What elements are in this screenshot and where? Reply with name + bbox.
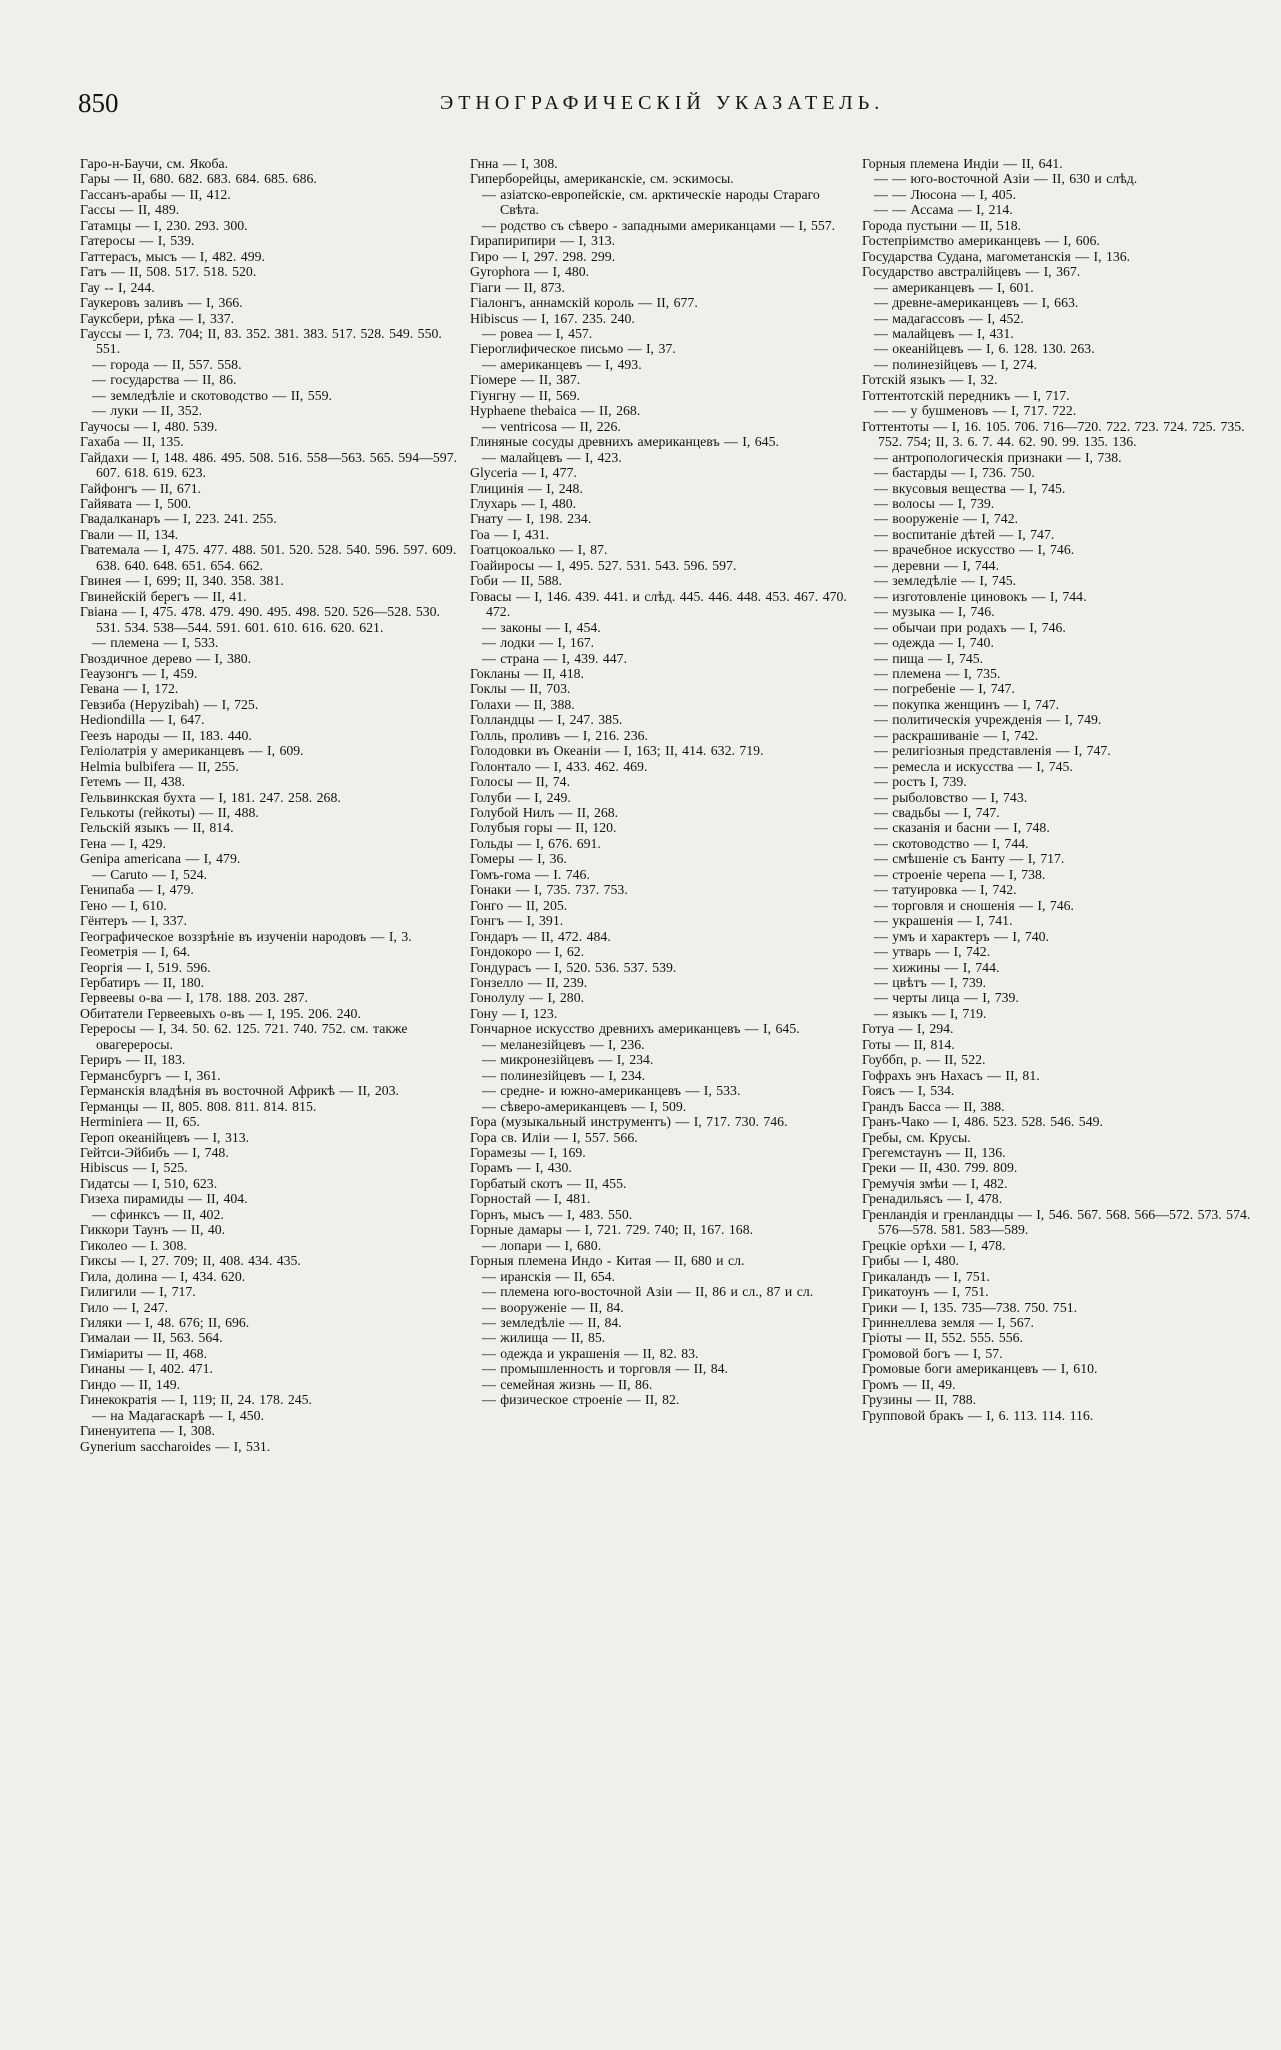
index-entry: Гена — I, 429.	[80, 835, 166, 851]
index-entry: Гелькоты (гейкоты) — II, 488.	[80, 805, 259, 821]
index-entry: Гонгъ — I, 391.	[470, 913, 564, 929]
index-entry: Гонзелло — II, 239.	[470, 975, 588, 991]
index-entry: Голландцы — I, 247. 385.	[470, 712, 623, 728]
index-entry: Гвадалканаръ — I, 223. 241. 255.	[80, 511, 277, 527]
index-entry: — жилища — II, 85.	[482, 1330, 606, 1346]
index-entry: Гиміариты — II, 468.	[80, 1345, 208, 1361]
index-entry: Гондурасъ — I, 520. 536. 537. 539.	[470, 959, 677, 975]
index-entry: — сказанія и басни — I, 748.	[874, 820, 1050, 836]
index-entry: Грегемстаунъ — II, 136.	[862, 1145, 1006, 1160]
index-entry: Гайфонгъ — II, 671.	[80, 480, 202, 496]
index-entry: — — юго-восточной Азіи — II, 630 и слѣд.	[874, 171, 1138, 187]
index-entry: — Caruto — I, 524.	[92, 866, 208, 882]
index-entry: Громовой богъ — I, 57.	[862, 1345, 1003, 1361]
index-entry: — вооруженіе — I, 742.	[874, 511, 1019, 527]
index-entry: Hyphaene thebaica — II, 268.	[470, 403, 641, 419]
index-entry: Грикатоунъ — I, 751.	[862, 1284, 989, 1300]
index-entry: Готуа — I, 294.	[862, 1021, 954, 1037]
index-entry: — племена юго-восточной Азіи — II, 86 и сл., 87 и сл.	[482, 1284, 814, 1300]
index-entry: — сѣверо-американцевъ — I, 509.	[482, 1098, 687, 1114]
index-entry: — ростъ I, 739.	[874, 774, 967, 790]
index-entry: Гары — II, 680. 682. 683. 684. 685. 686.	[80, 171, 317, 187]
index-entry: — полинезійцевъ — I, 274.	[874, 356, 1038, 372]
index-entry: — мадагассовъ — I, 452.	[874, 310, 1024, 326]
index-entry: Гило — I, 247.	[80, 1299, 168, 1315]
index-entry: Гельскій языкъ — II, 814.	[80, 820, 234, 836]
index-entry: Готтентотскій передникъ — I, 717.	[862, 387, 1070, 403]
index-entry: — — Люсона — I, 405.	[874, 186, 1017, 202]
index-entry: Гиро — I, 297. 298. 299.	[470, 248, 616, 264]
index-entry: — покупка женщинъ — I, 747.	[874, 696, 1060, 712]
index-entry: Гіероглифическое письмо — I, 37.	[470, 341, 676, 357]
index-entry: Геліолатрія у американцевъ — I, 609.	[80, 743, 304, 759]
index-entry: — полинезійцевъ — I, 234.	[482, 1067, 646, 1083]
index-entry: — промышленность и торговля — II, 84.	[482, 1361, 728, 1377]
index-entry: Гоайиросы — I, 495. 527. 531. 543. 596. 597.	[470, 557, 737, 573]
index-entry: Грандъ Басса — II, 388.	[862, 1098, 1005, 1114]
index-entry: Геометрія — I, 64.	[80, 944, 191, 960]
index-entry: Горныя племена Индіи — II, 641.	[862, 156, 1063, 171]
index-entry: Гоатцокоалько — I, 87.	[470, 542, 608, 558]
page-number: 850	[78, 88, 119, 118]
index-entry: Горностай — I, 481.	[470, 1191, 591, 1207]
index-entry: — волосы — I, 739.	[874, 495, 995, 511]
index-entry: — цвѣтъ — I, 739.	[874, 975, 987, 991]
index-entry: Географическое воззрѣніе въ изученіи народовъ — I, 3.	[80, 928, 412, 944]
index-entry: Гау -- I, 244.	[80, 279, 155, 295]
index-entry: Гіомере — II, 387.	[470, 372, 581, 388]
index-entry: Георгія — I, 519. 596.	[80, 959, 211, 975]
index-entry: Гейтси-Эйбибъ — I, 748.	[80, 1145, 229, 1160]
index-entry: Грибы — I, 480.	[862, 1253, 960, 1269]
index-entry: Гренландія и гренландцы — I, 546. 567. 568. 566—572. 573. 574. 576—578. 581. 583—589.	[862, 1206, 1251, 1238]
index-entry: Гатамцы — I, 230. 293. 300.	[80, 217, 248, 233]
index-entry: Гиколео — I. 308.	[80, 1237, 187, 1253]
index-entry: Гаро-н-Баучи, см. Якоба.	[80, 156, 229, 171]
index-entry: — свадьбы — I, 747.	[874, 805, 1000, 821]
index-entry: Гербатиръ — II, 180.	[80, 975, 205, 991]
index-entry: Гнна — I, 308.	[470, 156, 558, 171]
index-entry: — законы — I, 454.	[482, 619, 601, 635]
index-entry: Голуби — I, 249.	[470, 789, 571, 805]
index-entry: Голахи — II, 388.	[470, 696, 575, 712]
index-entry: Hibiscus — I, 167. 235. 240.	[470, 310, 635, 326]
index-entry: Гиндо — II, 149.	[80, 1376, 181, 1392]
index-entry: Германцы — II, 805. 808. 811. 814. 815.	[80, 1098, 317, 1114]
index-entry: Геаузонгъ — I, 459.	[80, 665, 198, 681]
index-entry: Гвали — II, 134.	[80, 526, 179, 542]
index-entry: Гахаба — II, 135.	[80, 434, 184, 450]
index-entry: — антропологическія признаки — I, 738.	[874, 449, 1122, 465]
index-entry: — древне-американцевъ — I, 663.	[874, 295, 1079, 311]
index-entry: — семейная жизнь — II, 86.	[482, 1376, 653, 1392]
index-entry: Гаттерасъ, мысъ — I, 482. 499.	[80, 248, 265, 264]
index-entry: Героп океанійцевъ — I, 313.	[80, 1129, 250, 1145]
index-entry: — языкъ — I, 719.	[874, 1005, 987, 1021]
index-entry: — политическія учрежденія — I, 749.	[874, 712, 1102, 728]
index-entry: Гора (музыкальный инструментъ) — I, 717. 730. 746.	[470, 1114, 788, 1130]
index-entry: Гондокоро — I, 62.	[470, 944, 585, 960]
index-entry: Гассанъ-арабы — II, 412.	[80, 186, 231, 202]
index-entry: — раскрашиваніе — I, 742.	[874, 727, 1039, 743]
index-entry: Гиненуитепа — I, 308.	[80, 1423, 215, 1439]
index-entry: Гомъ-гома — I. 746.	[470, 866, 590, 882]
index-entry: — татуировка — I, 742.	[874, 882, 1017, 898]
index-entry: Голубыя горы — II, 120.	[470, 820, 617, 836]
index-entry: Гвіана — I, 475. 478. 479. 490. 495. 498. 520. 526—528. 530. 531. 534. 538—544. 591. 601. 610. 616. 620. 621.	[80, 604, 441, 635]
index-entry: — погребеніе — I, 747.	[874, 681, 1015, 697]
index-entry: Helmia bulbifera — II, 255.	[80, 758, 239, 774]
index-entry: Грецкіе орѣхи — I, 478.	[862, 1237, 1006, 1253]
index-entry: Гатеросы — I, 539.	[80, 233, 195, 249]
index-entry: Гирапирипири — I, 313.	[470, 233, 616, 249]
index-entry: Глиняные сосуды древнихъ американцевъ — I, 645.	[470, 434, 779, 450]
index-entry: Genipa americana — I, 479.	[80, 851, 241, 867]
index-entry: Гриннеллева земля — I, 567.	[862, 1314, 1034, 1330]
index-entry: Гайявата — I, 500.	[80, 495, 192, 511]
index-entry: — умъ и характеръ — I, 740.	[874, 928, 1050, 944]
index-entry: Глицинія — I, 248.	[470, 480, 583, 496]
index-entry: — океанійцевъ — I, 6. 128. 130. 263.	[874, 341, 1095, 357]
index-entry: — вкусовыя вещества — I, 745.	[874, 480, 1066, 496]
index-column-2	[470, 156, 855, 1408]
index-entry: Грузины — II, 788.	[862, 1392, 977, 1408]
index-entry: Гіунгну — II, 569.	[470, 387, 580, 403]
index-entry: Германскія владѣнія въ восточной Африкѣ — II, 203.	[80, 1083, 399, 1099]
index-entry: — черты лица — I, 739.	[874, 990, 1019, 1006]
index-entry: Гоа — I, 431.	[470, 526, 550, 542]
index-entry: — ventricosa — II, 226.	[482, 418, 621, 434]
index-entry: Греки — II, 430. 799. 809.	[862, 1160, 1018, 1176]
index-entry: — племена — I, 735.	[874, 665, 1001, 681]
index-entry: — средне- и южно-американцевъ — I, 533.	[482, 1083, 741, 1099]
index-entry: Гоясъ — I, 534.	[862, 1083, 955, 1099]
index-column-3	[862, 156, 1252, 1423]
index-entry: Гокланы — II, 418.	[470, 665, 584, 681]
index-entry: Гиксы — I, 27. 709; II, 408. 434. 435.	[80, 1253, 301, 1269]
index-entry: — музыка — I, 746.	[874, 604, 995, 620]
index-entry: Гереросы — I, 34. 50. 62. 125. 721. 740. 752. см. также овагереросы.	[80, 1021, 408, 1052]
index-entry: Гевзиба (Hepyzibah) — I, 725.	[80, 696, 259, 712]
index-entry: Генипаба — I, 479.	[80, 882, 194, 898]
index-entry: — смѣшеніе съ Банту — I, 717.	[874, 851, 1065, 867]
index-entry: Гидатсы — I, 510, 623.	[80, 1175, 218, 1191]
index-entry: Горныя племена Индо - Китая — II, 680 и сл.	[470, 1253, 745, 1269]
index-entry: Hibiscus — I, 525.	[80, 1160, 188, 1176]
index-entry: Гинаны — I, 402. 471.	[80, 1361, 213, 1377]
index-entry: — вооруженіе — II, 84.	[482, 1299, 624, 1315]
index-entry: — иранскія — II, 654.	[482, 1268, 615, 1284]
index-columns	[80, 156, 1250, 2026]
index-entry: Гвоздичное дерево — I, 380.	[80, 650, 252, 666]
index-entry: — религіозныя представленія — I, 747.	[874, 743, 1111, 759]
index-entry: Гренадильясъ — I, 478.	[862, 1191, 1003, 1207]
index-entry: — малайцевъ — I, 423.	[482, 449, 622, 465]
index-entry: Гнату — I, 198. 234.	[470, 511, 592, 527]
index-entry: — ремесла и искусства — I, 745.	[874, 758, 1073, 774]
index-entry: — сфинксъ — II, 402.	[92, 1206, 224, 1222]
index-entry: Гинекократія — I, 119; II, 24. 178. 245.	[80, 1392, 312, 1408]
index-entry: Гиляки — I, 48. 676; II, 696.	[80, 1314, 250, 1330]
index-entry: Гвинейскій берегъ — II, 41.	[80, 588, 247, 604]
index-entry: Гватемала — I, 475. 477. 488. 501. 520. 528. 540. 596. 597. 609. 638. 640. 648. 651. 654. 662.	[80, 542, 457, 573]
index-entry: Гіалонгъ, аннамскій король — II, 677.	[470, 295, 698, 311]
index-entry: Гомеры — I, 36.	[470, 851, 567, 867]
index-entry: Гизеха пирамиды — II, 404.	[80, 1191, 248, 1207]
index-entry: Геезъ народы — II, 183. 440.	[80, 727, 252, 743]
index-entry: Гатъ — II, 508. 517. 518. 520.	[80, 264, 257, 280]
index-entry: Групповой бракъ — I, 6. 113. 114. 116.	[862, 1407, 1094, 1423]
index-entry: Грикаландъ — I, 751.	[862, 1268, 991, 1284]
index-entry: — украшенія — I, 741.	[874, 913, 1013, 929]
index-entry: Государство австралійцевъ — I, 367.	[862, 264, 1081, 280]
index-entry: Гималаи — II, 563. 564.	[80, 1330, 223, 1346]
index-entry: — деревни — I, 744.	[874, 557, 1000, 573]
index-entry: — одежда — I, 740.	[874, 635, 994, 651]
index-entry: Громъ — II, 49.	[862, 1376, 956, 1392]
index-entry: Государства Судана, магометанскія — I, 136.	[862, 248, 1131, 264]
index-entry: — меланезійцевъ — I, 236.	[482, 1036, 645, 1052]
index-entry: Голонтало — I, 433. 462. 469.	[470, 758, 648, 774]
index-entry: Гаучосы — I, 480. 539.	[80, 418, 218, 434]
index-entry: Города пустыни — II, 518.	[862, 217, 1022, 233]
index-entry: Glyceria — I, 477.	[470, 465, 577, 481]
index-entry: — лодки — I, 167.	[482, 635, 595, 651]
index-entry: Гиперборейцы, американскіе, см. эскимосы.	[470, 171, 734, 187]
index-entry: — — Ассама — I, 214.	[874, 202, 1013, 218]
index-entry: Горные дамары — I, 721. 729. 740; II, 167. 168.	[470, 1222, 754, 1238]
index-entry: Гоби — II, 588.	[470, 573, 562, 589]
index-entry: Говасы — I, 146. 439. 441. и слѣд. 445. 446. 448. 453. 467. 470. 472.	[470, 588, 847, 620]
index-entry: — земледѣліе — II, 84.	[482, 1314, 622, 1330]
page-header	[78, 88, 1231, 128]
index-entry: — — у бушменовъ — I, 717. 722.	[874, 403, 1077, 419]
index-entry: — земледѣліе и скотоводство — II, 559.	[92, 387, 332, 403]
index-entry: — хижины — I, 744.	[874, 959, 1000, 975]
index-entry: — племена — I, 533.	[92, 635, 219, 651]
index-entry: Обитатели Гервеевыхъ о-въ — I, 195. 206. 240.	[80, 1005, 361, 1021]
index-entry: Гонаки — I, 735. 737. 753.	[470, 882, 628, 898]
index-entry: — воспитаніе дѣтей — I, 747.	[874, 526, 1055, 542]
index-entry: Гранъ-Чако — I, 486. 523. 528. 546. 549.	[862, 1114, 1103, 1130]
index-entry: Gynerium saccharoides — I, 531.	[80, 1438, 271, 1454]
index-entry: Гоклы — II, 703.	[470, 681, 571, 697]
index-entry: Глухарь — I, 480.	[470, 495, 577, 511]
index-entry: Гвинея — I, 699; II, 340. 358. 381.	[80, 573, 284, 589]
index-entry: Готы — II, 814.	[862, 1036, 955, 1052]
index-entry: Гельвинкская бухта — I, 181. 247. 258. 268.	[80, 789, 341, 805]
index-entry: Гольды — I, 676. 691.	[470, 835, 601, 851]
index-entry: Гофрахъ энъ Нахасъ — II, 81.	[862, 1067, 1040, 1083]
index-entry: — американцевъ — I, 493.	[482, 356, 642, 372]
index-entry: Гоуббп, р. — II, 522.	[862, 1052, 986, 1068]
index-entry: Гайдахи — I, 148. 486. 495. 508. 516. 558—563. 565. 594—597. 607. 618. 619. 623.	[80, 449, 458, 481]
index-entry: Громовые боги американцевъ — I, 610.	[862, 1361, 1098, 1377]
index-entry: Гостепріимство американцевъ — I, 606.	[862, 233, 1100, 249]
index-entry: — ровеа — I, 457.	[482, 325, 593, 341]
index-entry: Горбатый скотъ — II, 455.	[470, 1175, 627, 1191]
index-entry: Горамезы — I, 169.	[470, 1145, 586, 1160]
index-entry: Грики — I, 135. 735—738. 750. 751.	[862, 1299, 1078, 1315]
index-entry: Гремучія змѣи — I, 482.	[862, 1175, 1008, 1191]
running-title: ЭТНОГРАФИЧЕСКІЙ УКАЗАТЕЛЬ.	[440, 92, 885, 114]
index-entry: Гонолулу — I, 280.	[470, 990, 585, 1006]
index-entry: Hediondilla — I, 647.	[80, 712, 205, 728]
index-entry: — бастарды — I, 736. 750.	[874, 465, 1035, 481]
index-entry: Гонго — II, 205.	[470, 897, 568, 913]
index-entry: Гребы, см. Крусы.	[862, 1129, 971, 1145]
index-entry: Готтентоты — I, 16. 105. 706. 716—720. 722. 723. 724. 725. 735. 752. 754; II, 3. 6. 7. 44. 62. 90. 99. 135. 136.	[862, 418, 1245, 450]
index-entry: — пища — I, 745.	[874, 650, 984, 666]
index-entry: Гиккори Таунъ — II, 40.	[80, 1222, 226, 1238]
index-entry: — земледѣліе — I, 745.	[874, 573, 1017, 589]
index-entry: Гауссы — I, 73. 704; II, 83. 352. 381. 383. 517. 528. 549. 550. 551.	[80, 325, 442, 357]
index-entry: Голодовки въ Океаніи — I, 163; II, 414. 632. 719.	[470, 743, 764, 759]
index-entry: Гевана — I, 172.	[80, 681, 179, 697]
index-entry: Голубой Нилъ — II, 268.	[470, 805, 619, 821]
index-entry: Гіаги — II, 873.	[470, 279, 565, 295]
index-entry: Гилигили — I, 717.	[80, 1284, 196, 1300]
index-entry: — строеніе черепа — I, 738.	[874, 866, 1046, 882]
index-entry: Гону — I, 123.	[470, 1005, 558, 1021]
index-entry: — государства — II, 86.	[92, 372, 237, 388]
index-entry: — азіатско-европейскіе, см. арктическіе народы Стараго Свѣта.	[482, 186, 820, 218]
index-entry: Гетемъ — II, 438.	[80, 774, 185, 790]
index-entry: — лопари — I, 680.	[482, 1237, 602, 1253]
index-entry: Gyrophora — I, 480.	[470, 264, 590, 280]
index-entry: — американцевъ — I, 601.	[874, 279, 1034, 295]
index-entry: Гріоты — II, 552. 555. 556.	[862, 1330, 1023, 1346]
index-entry: Гериръ — II, 183.	[80, 1052, 186, 1068]
index-entry: — одежда и украшенія — II, 82. 83.	[482, 1345, 699, 1361]
index-column-1	[80, 156, 460, 1454]
index-entry: — малайцевъ — I, 431.	[874, 325, 1014, 341]
index-entry: Горнъ, мысъ — I, 483. 550.	[470, 1206, 633, 1222]
index-entry: — города — II, 557. 558.	[92, 356, 242, 372]
index-entry: Herminiera — II, 65.	[80, 1114, 200, 1130]
index-entry: — утварь — I, 742.	[874, 944, 991, 960]
index-entry: — торговля и сношенія — I, 746.	[874, 897, 1074, 913]
index-entry: Гончарное искусство древнихъ американцевъ — I, 645.	[470, 1021, 800, 1037]
index-entry: Гауксбери, рѣка — I, 337.	[80, 310, 235, 326]
index-entry: — врачебное искусство — I, 746.	[874, 542, 1075, 558]
index-entry: Гёнтеръ — I, 337.	[80, 913, 188, 929]
index-entry: — физическое строеніе — II, 82.	[482, 1392, 680, 1408]
index-entry: — изготовленіе циновокъ — I, 744.	[874, 588, 1087, 604]
index-entry: Голосы — II, 74.	[470, 774, 571, 790]
index-entry: — микронезійцевъ — I, 234.	[482, 1052, 654, 1068]
index-entry: Гила, долина — I, 434. 620.	[80, 1268, 246, 1284]
index-entry: Гондаръ — II, 472. 484.	[470, 928, 611, 944]
index-entry: — на Мадагаскарѣ — I, 450.	[92, 1407, 264, 1423]
index-entry: — родство съ сѣверо - западными американцами — I, 557.	[482, 217, 836, 233]
index-entry: Голль, проливъ — I, 216. 236.	[470, 727, 648, 743]
index-entry: Готскій языкъ — I, 32.	[862, 372, 998, 388]
index-entry: Гора св. Иліи — I, 557. 566.	[470, 1129, 638, 1145]
index-entry: Горамъ — I, 430.	[470, 1160, 572, 1176]
index-entry: Германсбургъ — I, 361.	[80, 1067, 221, 1083]
index-entry: — страна — I, 439. 447.	[482, 650, 628, 666]
index-entry: — луки — II, 352.	[92, 403, 203, 419]
index-entry: Гено — I, 610.	[80, 897, 167, 913]
index-entry: — скотоводство — I, 744.	[874, 835, 1029, 851]
index-entry: Гервеевы о-ва — I, 178. 188. 203. 287.	[80, 990, 308, 1006]
index-entry: Гассы — II, 489.	[80, 202, 180, 218]
index-entry: — обычаи при родахъ — I, 746.	[874, 619, 1066, 635]
index-entry: — рыболовство — I, 743.	[874, 789, 1028, 805]
index-entry: Гаукеровъ заливъ — I, 366.	[80, 295, 243, 311]
